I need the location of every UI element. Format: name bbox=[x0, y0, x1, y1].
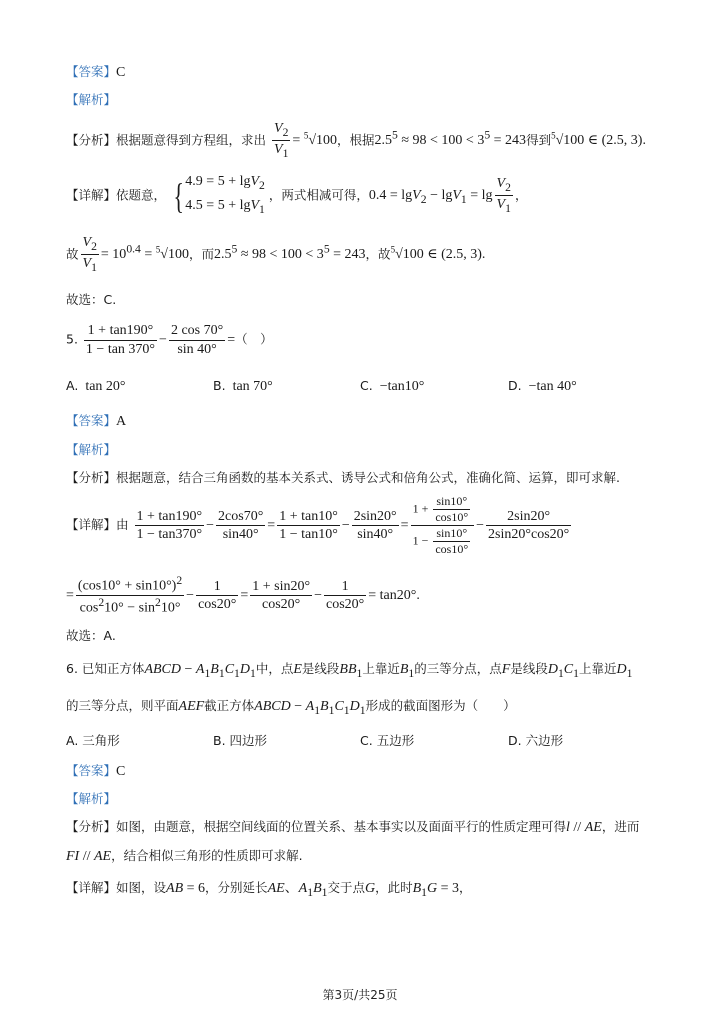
q4-answer-line bbox=[66, 62, 125, 81]
q5-answer-line: 【答案】A bbox=[66, 413, 127, 429]
q5-analysis-tag: 【解析】 bbox=[66, 442, 117, 457]
q5-option-b: B. tan 70° bbox=[213, 378, 273, 394]
q4-fenxi: 【分析】根据题意得到方程组，求出 $\frac{V_2}{V_1}$ = $^5$√100，根据$2.5^5 \approx 98 < 100 < 3^5 = 243$得到$^5$√100 ∈ (2.5, 3). bbox=[66, 121, 646, 161]
q6-option-a: A. 三角形 bbox=[66, 733, 120, 748]
q5-xiangjie-2: = $\frac{(\cos 10^\circ + \sin 10^\circ)^2}{\cos^210^\circ - \sin^210^\circ}$ − $\frac{1}{\cos 20^\circ}$ = $\frac{1 + \sin 20^\circ}{\cos 20^\circ}$ − $\frac{1}{\cos 20^\circ}$ = tan20°. bbox=[66, 574, 420, 616]
q6-option-d: D. 六边形 bbox=[508, 733, 564, 748]
q5-choose: 故选：A. bbox=[66, 628, 116, 643]
q6-answer-line: 【答案】C bbox=[66, 763, 126, 779]
q6-analysis-tag: 【解析】 bbox=[66, 791, 117, 806]
q4-gu: 故 $\frac{V_2}{V_1}$ = $10^{0.4} = ^5√100$，而$2.5^5 \approx 98 < 100 < 3^5 = 243$，故$^5$√100 ∈ (2.5, 3). bbox=[66, 235, 486, 275]
page-footer: 第3页/共25页 bbox=[322, 988, 398, 1002]
q5-option-c: C. −tan10° bbox=[360, 378, 425, 394]
q5-xiangjie: 【详解】由 $\frac{1 + \tan 190^\circ}{1 - \tan 370^\circ}$ − $\frac{2\cos 70^\circ}{\sin 40^\circ}$ = $\frac{1 + \tan 10^\circ}{1 - \tan 10^\circ}$ − $\frac{2\sin 20^\circ}{\sin 40^\circ}$ = 1 + $\frac{\sin 10^\circ}{\cos 10^\circ}$ 1 − $\frac{\sin 10^\circ}{\cos 10^\circ}$ − $\frac{2\sin 20^\circ}{2\sin 20^\circ\cos 20^\circ}$ bbox=[66, 494, 570, 556]
q4-choose: 故选：C. bbox=[66, 292, 117, 307]
q5-fenxi: 【分析】根据题意，结合三角函数的基本关系式、诱导公式和倍角公式，准确化简、运算，即可求解. bbox=[66, 470, 620, 485]
q5-stem: 5. $\frac{1 + \tan 190^\circ}{1 - \tan 370^\circ}$ − $\frac{2 \cos 70^\circ}{\sin 40^\circ}$ =（ ） bbox=[66, 323, 273, 357]
q4-analysis-tag: 【解析】 bbox=[66, 92, 117, 107]
q6-stem-2: 的三等分点，则平面AEF截正方体ABCD − $A_1B_1C_1D_1$形成的截面图形为（ ） bbox=[66, 698, 516, 717]
q5-option-a: A. tan 20° bbox=[66, 378, 126, 394]
answer-value: C bbox=[116, 65, 126, 80]
q5-option-d: D. −tan 40° bbox=[508, 378, 577, 394]
q6-option-c: C. 五边形 bbox=[360, 733, 415, 748]
q6-fenxi-2: FI // AE，结合相似三角形的性质即可求解. bbox=[66, 848, 303, 864]
q4-xiangjie: 【详解】依题意， {4.9 = 5 + lgV$_2$ 4.5 = 5 + lgV$_1$ ，两式相减可得，0.4 = lgV$_2$ − lgV$_1$ = lg $\frac{V_2}{V_1}$ ， bbox=[66, 174, 528, 216]
q6-option-b: B. 四边形 bbox=[213, 733, 268, 748]
q6-stem-1: 6. 已知正方体ABCD − $A_1B_1C_1D_1$中，点E是线段$BB_1$上靠近$B_1$的三等分点，点F是线段$D_1C_1$上靠近$D_1$ bbox=[66, 661, 633, 680]
answer-tag: 【答案】 bbox=[66, 64, 117, 79]
q6-xiangjie: 【详解】如图，设AB = 6，分别延长AE、$A_1B_1$交于点G，此时$B_1G = 3$， bbox=[66, 880, 472, 899]
q6-fenxi: 【分析】如图，由题意，根据空间线面的位置关系、基本事实以及面面平行的性质定理可得l // AE，进而 bbox=[66, 819, 640, 835]
